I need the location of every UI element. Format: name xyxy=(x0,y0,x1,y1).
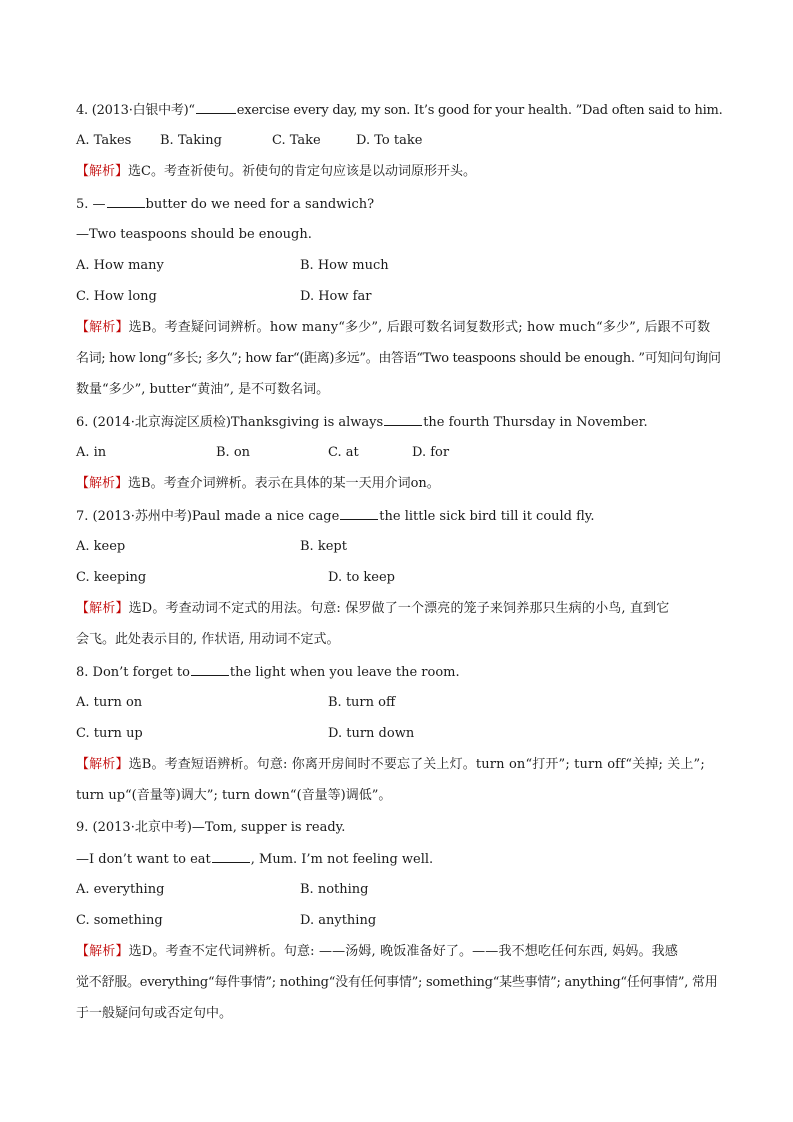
answer-blank xyxy=(191,662,229,676)
question-9-option-d: D. anything xyxy=(300,913,377,928)
question-6-option-d: D. for xyxy=(412,445,450,460)
question-9-analysis-line-1: 【解析】选D。考查不定代词辨析。句意: ——汤姆, 晚饭准备好了。——我不想吃任何东西, 妈妈。我感 xyxy=(76,944,678,959)
question-6-analysis: 【解析】选B。考查介词辨析。表示在具体的某一天用介词on。 xyxy=(76,476,440,491)
question-5-option-c: C. How long xyxy=(76,289,157,304)
question-8-option-c: C. turn up xyxy=(76,726,143,741)
analysis-label: 【解析】 xyxy=(76,944,129,959)
question-7-analysis-line-1: 【解析】选D。考查动词不定式的用法。句意: 保罗做了一个漂亮的笼子来饲养那只生病的小鸟, 直到它 xyxy=(76,601,670,616)
question-5-stem: 5. — butter do we need for a sandwich? xyxy=(76,194,374,215)
question-9-option-a: A. everything xyxy=(76,882,165,897)
question-5-analysis-line-2: 名词; how long“多长; 多久”; how far“(距离)多远”。由答语“Two teaspoons should be enough. ”可知问句询问 xyxy=(76,351,721,366)
question-4-option-b: B. Taking xyxy=(160,133,222,148)
question-8-option-d: D. turn down xyxy=(328,726,415,741)
question-9-option-c: C. something xyxy=(76,913,163,928)
question-6-option-a: A. in xyxy=(76,445,107,460)
question-7-option-c: C. keeping xyxy=(76,570,147,585)
answer-blank xyxy=(196,100,236,114)
question-6-stem: 6. (2014·北京海淀区质检)Thanksgiving is always the fourth Thursday in November. xyxy=(76,412,648,433)
question-8-stem: 8. Don’t forget to the light when you leave the room. xyxy=(76,662,460,683)
question-4-option-c: C. Take xyxy=(272,133,321,148)
question-7-option-a: A. keep xyxy=(76,539,126,554)
question-7-stem: 7. (2013·苏州中考)Paul made a nice cage the little sick bird till it could fly. xyxy=(76,506,595,527)
question-7-option-b: B. kept xyxy=(300,539,347,554)
question-9-response: —I don’t want to eat , Mum. I’m not feeling well. xyxy=(76,849,433,870)
answer-blank xyxy=(384,412,422,426)
analysis-label: 【解析】 xyxy=(76,757,129,772)
question-4-option-a: A. Takes xyxy=(76,133,132,148)
question-8-option-a: A. turn on xyxy=(76,695,143,710)
question-5-option-a: A. How many xyxy=(76,258,164,273)
question-6-option-c: C. at xyxy=(328,445,359,460)
question-9-option-b: B. nothing xyxy=(300,882,369,897)
question-4-analysis: 【解析】选C。考查祈使句。祈使句的肯定句应该是以动词原形开头。 xyxy=(76,164,476,179)
question-5-option-b: B. How much xyxy=(300,258,389,273)
question-9-analysis-line-2: 觉不舒服。everything“每件事情”; nothing“没有任何事情”; something“某些事情”; anything“任何事情”, 常用 xyxy=(76,975,718,990)
question-6-option-b: B. on xyxy=(216,445,251,460)
question-8-analysis-line-2: turn up“(音量等)调大”; turn down“(音量等)调低”。 xyxy=(76,788,392,803)
analysis-label: 【解析】 xyxy=(76,164,129,179)
question-4-stem: 4. (2013·白银中考)“ exercise every day, my son. It’s good for your health. ”Dad often said to him. xyxy=(76,100,722,121)
question-8-analysis-line-1: 【解析】选B。考查短语辨析。句意: 你离开房间时不要忘了关上灯。turn on“打开”; turn off“关掉; 关上”; xyxy=(76,757,705,772)
analysis-label: 【解析】 xyxy=(76,476,129,491)
question-4-option-d: D. To take xyxy=(356,133,423,148)
question-7-option-d: D. to keep xyxy=(328,570,395,585)
question-8-option-b: B. turn off xyxy=(328,695,396,710)
answer-blank xyxy=(340,506,378,520)
answer-blank xyxy=(107,194,145,208)
question-9-analysis-line-3: 于一般疑问句或否定句中。 xyxy=(76,1006,233,1021)
question-5-option-d: D. How far xyxy=(300,289,372,304)
question-5-analysis-line-3: 数量“多少”, butter“黄油”, 是不可数名词。 xyxy=(76,382,330,397)
question-5-analysis-line-1: 【解析】选B。考查疑问词辨析。how many“多少”, 后跟可数名词复数形式; how much“多少”, 后跟不可数 xyxy=(76,320,711,335)
question-9-stem: 9. (2013·北京中考)—Tom, supper is ready. xyxy=(76,820,346,835)
analysis-label: 【解析】 xyxy=(76,320,129,335)
answer-blank xyxy=(212,849,250,863)
question-7-analysis-line-2: 会飞。此处表示目的, 作状语, 用动词不定式。 xyxy=(76,632,340,647)
question-5-response: —Two teaspoons should be enough. xyxy=(76,227,312,242)
analysis-label: 【解析】 xyxy=(76,601,129,616)
